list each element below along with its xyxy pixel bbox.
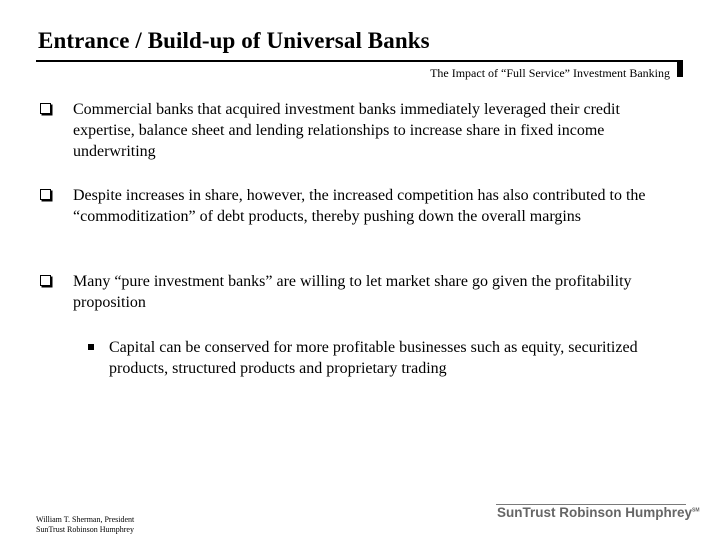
bullet-text: Many “pure investment banks” are willing to let market share go given the profitability proposition — [73, 273, 632, 311]
title-divider — [36, 60, 678, 62]
sub-bullet-text: Capital can be conserved for more profitable businesses such as equity, securitized products, structured products and proprietary trading — [109, 339, 638, 377]
divider-end-tab — [677, 60, 683, 77]
presenter-firm: SunTrust Robinson Humphrey — [36, 525, 134, 534]
bullet-text: Despite increases in share, however, the increased competition has also contributed to the “commoditization” of debt products, thereby pushing down the overall margins — [73, 187, 646, 225]
small-square-bullet-icon — [88, 344, 94, 350]
company-logo — [497, 505, 700, 520]
square-bullet-icon — [40, 189, 51, 200]
square-bullet-icon — [40, 103, 51, 114]
presenter-credit — [36, 515, 134, 535]
bullet-text: Commercial banks that acquired investment banks immediately leveraged their credit expertise, balance sheet and lending relationships to increase share in fixed income underwriting — [73, 101, 620, 160]
presenter-name: William T. Sherman, President — [36, 515, 135, 524]
slide-subtitle: The Impact of “Full Service” Investment Banking — [430, 66, 670, 80]
slide-title: Entrance / Build-up of Universal Banks — [38, 28, 430, 53]
logo-service-mark: SM — [692, 507, 700, 514]
logo-wordmark: SunTrust Robinson Humphrey — [497, 505, 693, 520]
square-bullet-icon — [40, 275, 51, 286]
